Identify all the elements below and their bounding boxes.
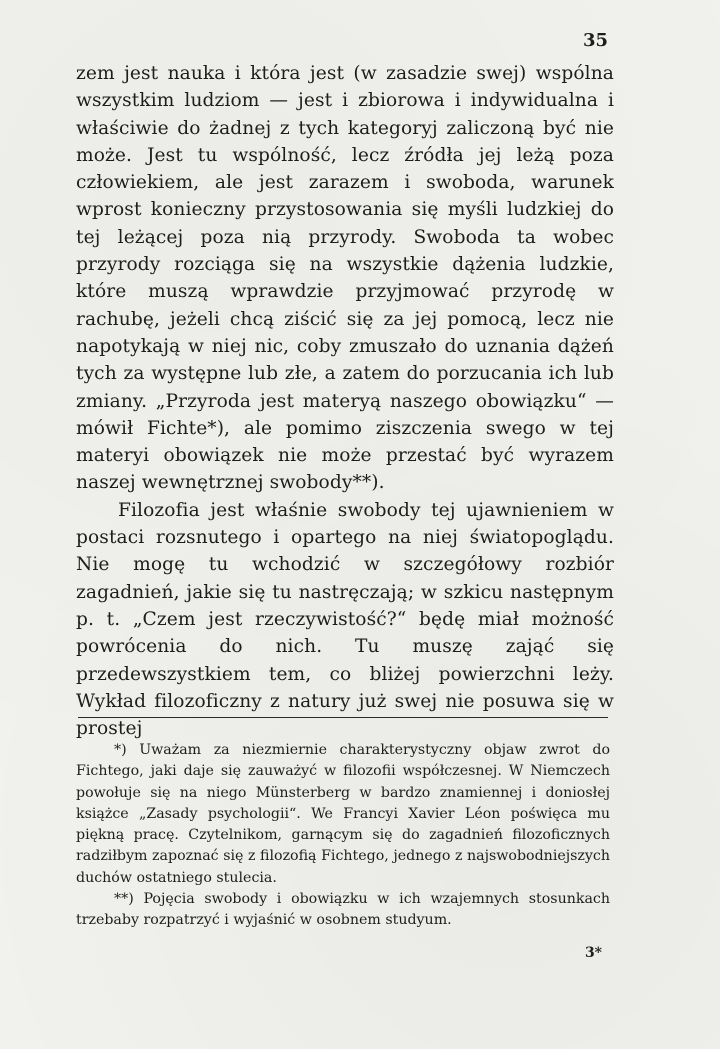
paragraph-2: Filozofia jest właśnie swobody tej ujawnieniem w postaci rozsnutego i opartego na niej światopoglądu. Nie mogę tu wchodzić w szczegółowy rozbiór zagadnień, jakie się tu nastręczają; w szkicu następnym p. t. „Czem jest rzeczywistość?“ będę miał możność powrócenia do nich. Tu muszę zająć się przedewszystkiem tem, co bliżej powierzchni leży. Wykład filozoficzny z natury już swej nie posuwa się w prostej bbox=[76, 499, 614, 740]
footnotes bbox=[76, 740, 610, 932]
main-text bbox=[76, 60, 614, 742]
paragraph-1: zem jest nauka i która jest (w zasadzie swej) wspólna wszystkim ludziom — jest i zbiorowa i indywidualna i właściwie do żadnej z tych kategoryj zaliczoną być nie może. Jest tu wspólność, lecz źródła jej leżą poza człowiekiem, ale jest zarazem i swoboda, warunek wprost konieczny przystosowania się myśli ludzkiej do tej leżącej poza nią przyrody. Swoboda ta wobec przyrody rozciąga się na wszystkie dążenia ludzkie, które muszą wprawdzie przyjmować przyrodę w rachubę, jeżeli chcą ziścić się za jej pomocą, lecz nie napotykają w niej nic, coby zmuszało do uznania dążeń tych za występne lub złe, a zatem do porzucania ich lub zmiany. „Przyroda jest materyą naszego obowiązku“ — mówił Fichte*), ale pomimo ziszczenia swego w tej materyi obowiązek nie może przestać być wyrazem naszej wewnętrznej swobody**). bbox=[76, 63, 614, 494]
footnote-2: **) Pojęcia swobody i obowiązku w ich wzajemnych stosunkach trzebaby rozpatrzyć i wyjaśnić w osobnem studyum. bbox=[76, 891, 610, 929]
footnote-separator bbox=[78, 717, 608, 718]
footnote-1: *) Uważam za niezmiernie charakterystyczny objaw zwrot do Fichtego, jaki daje się zauważyć w filozofii współczesnej. W Niemczech powołuje się na niego Münsterberg w bardzo znamiennej i doniosłej książce „Zasady psychologii“. We Francyi Xavier Léon poświęca mu piękną pracę. Czytelnikom, garnącym się do zagadnień filozoficznych radziłbym zapoznać się z filozofią Fichtego, jednego z najswobodniejszych duchów ostatniego stulecia. bbox=[76, 742, 610, 886]
page-number: 35 bbox=[582, 30, 608, 51]
printer-signature-mark: 3* bbox=[584, 945, 602, 961]
